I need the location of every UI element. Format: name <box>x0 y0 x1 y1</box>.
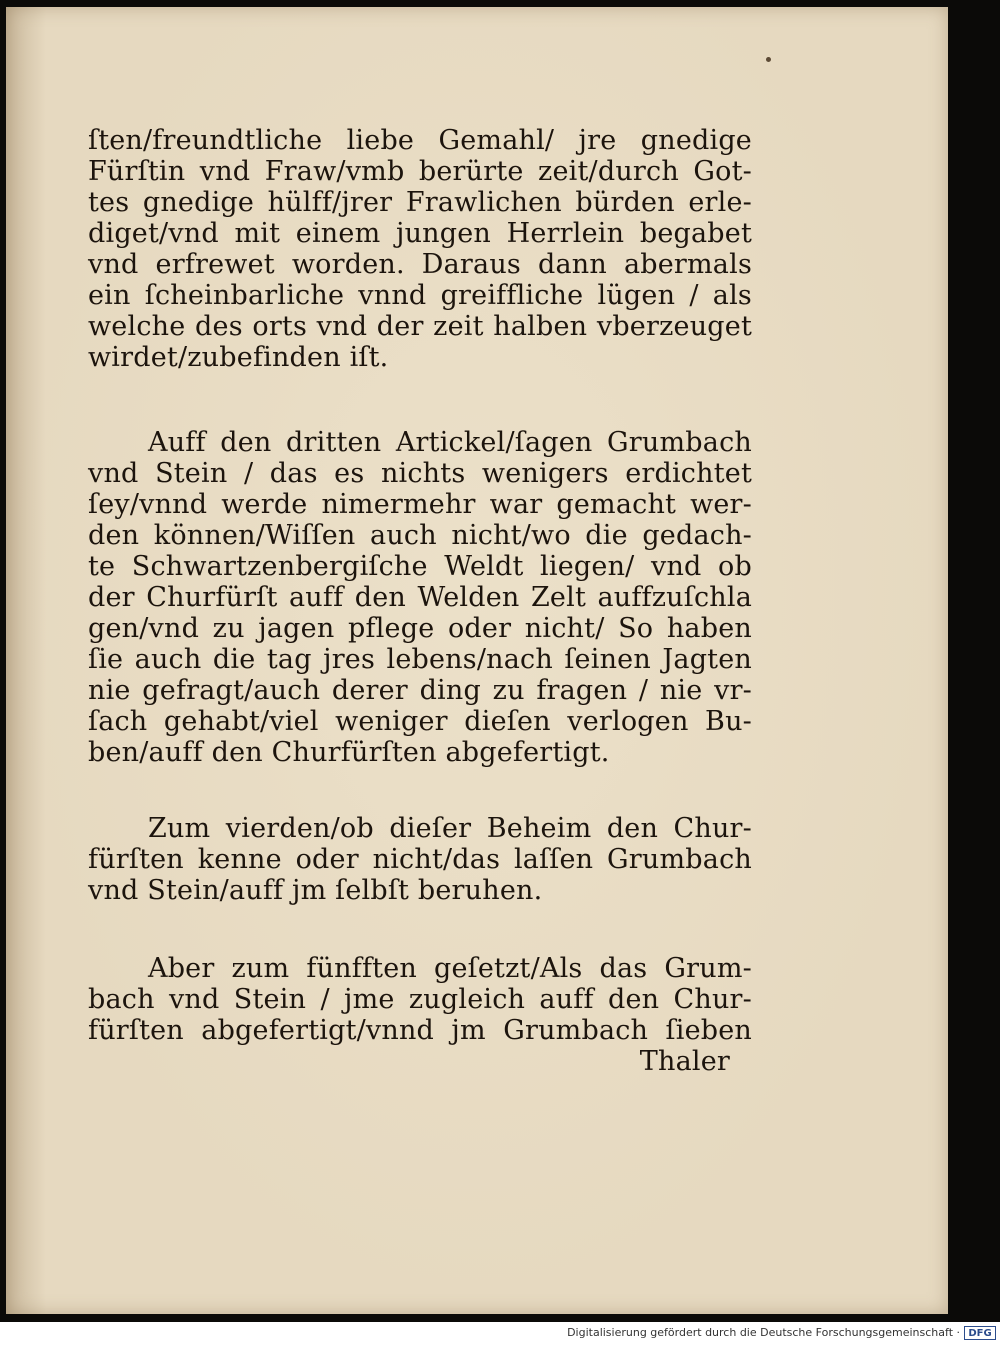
text-line: den können/Wiſſen auch nicht/wo die gedach- <box>88 520 752 551</box>
book-page <box>6 7 948 1314</box>
text-line: ſie auch die tag jres lebens/nach ſeinen Jagten <box>88 644 752 675</box>
text-line: fürſten abgefertigt/vnnd jm Grumbach ſieben <box>88 1015 752 1046</box>
text-line: wirdet/zubefinden iſt. <box>88 342 389 373</box>
paragraph-3 <box>88 813 752 906</box>
text-line: vnd Stein/auff jm ſelbſt beruhen. <box>88 875 543 906</box>
text-line: ſten/freundtliche liebe Gemahl/ jre gnedige <box>88 125 752 156</box>
text-line: ſach gehabt/viel weniger dieſen verlogen Bu- <box>88 706 752 737</box>
paragraph-2 <box>88 427 752 768</box>
text-line: ben/auff den Churfürſten abgefertigt. <box>88 737 610 768</box>
text-line: diget/vnd mit einem jungen Herrlein begabet <box>88 218 752 249</box>
text-line: der Churfürſt auff den Welden Zelt auffzuſchla <box>88 582 752 613</box>
text-line: tes gnedige hülff/jrer Frawlichen bürden erle- <box>88 187 752 218</box>
text-line: bach vnd Stein / jme zugleich auff den Chur- <box>88 984 752 1015</box>
catchword: Thaler <box>639 1046 730 1077</box>
text-line: nie gefragt/auch derer ding zu fragen / nie vr- <box>88 675 752 706</box>
text-line: Fürſtin vnd Fraw/vmb berürte zeit/durch Got- <box>88 156 752 187</box>
ink-spot <box>766 57 771 62</box>
text-line: vnd Stein / das es nichts wenigers erdichtet <box>88 458 752 489</box>
text-line: ſey/vnnd werde nimermehr war gemacht wer- <box>88 489 752 520</box>
text-line: Zum vierden/ob dieſer Beheim den Chur- <box>148 813 752 844</box>
paragraph-1 <box>88 125 752 373</box>
text-line: ein ſcheinbarliche vnnd greiffliche lügen / als <box>88 280 752 311</box>
text-line: te Schwartzenbergiſche Weldt liegen/ vnd ob <box>88 551 752 582</box>
funding-notice: Digitalisierung gefördert durch die Deutsche Forschungsgemeinschaft · <box>567 1326 960 1339</box>
text-line: fürſten kenne oder nicht/das laſſen Grumbach <box>88 844 752 875</box>
dfg-logo[interactable]: DFG <box>964 1326 996 1340</box>
text-line: gen/vnd zu jagen pflege oder nicht/ So haben <box>88 613 752 644</box>
paragraph-4 <box>88 953 752 1077</box>
text-line: Aber zum fünfften geſetzt/Als das Grum- <box>148 953 752 984</box>
text-line: vnd erfrewet worden. Daraus dann abermals <box>88 249 752 280</box>
text-line: Auff den dritten Artickel/ſagen Grumbach <box>148 427 752 458</box>
digitization-footer <box>0 1322 1000 1345</box>
text-line: welche des orts vnd der zeit halben vberzeuget <box>88 311 752 342</box>
